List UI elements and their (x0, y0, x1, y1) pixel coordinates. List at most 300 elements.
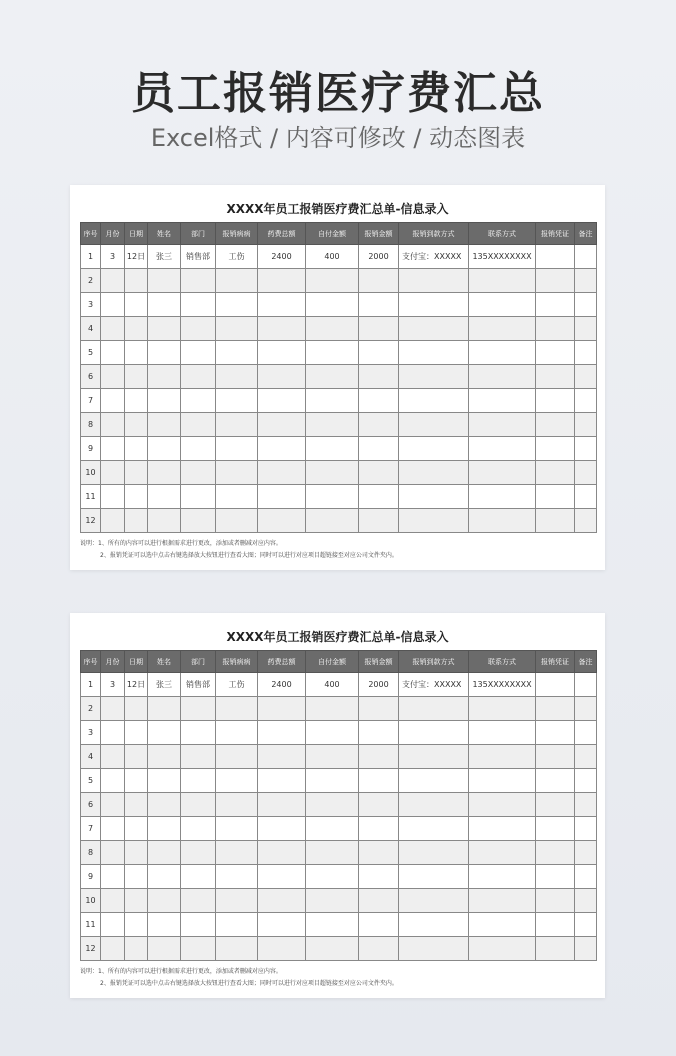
table-cell[interactable] (181, 485, 216, 509)
table-cell[interactable] (216, 389, 258, 413)
table-cell[interactable] (181, 865, 216, 889)
table-cell[interactable] (306, 913, 359, 937)
table-cell[interactable] (575, 865, 597, 889)
table-cell[interactable] (399, 745, 469, 769)
table-cell[interactable]: 3 (81, 293, 101, 317)
table-cell[interactable]: 2 (81, 269, 101, 293)
table-cell[interactable] (125, 865, 148, 889)
table-cell[interactable] (575, 437, 597, 461)
table-cell[interactable] (216, 841, 258, 865)
table-cell[interactable] (101, 697, 125, 721)
table-cell[interactable]: 2000 (359, 245, 399, 269)
table-cell[interactable] (536, 889, 575, 913)
table-cell[interactable]: 400 (306, 673, 359, 697)
table-cell[interactable] (148, 865, 181, 889)
table-cell[interactable] (148, 913, 181, 937)
table-cell[interactable] (258, 697, 306, 721)
table-cell[interactable] (536, 745, 575, 769)
table-cell[interactable]: 工伤 (216, 245, 258, 269)
table-cell[interactable]: 8 (81, 841, 101, 865)
table-cell[interactable] (148, 793, 181, 817)
table-cell[interactable] (575, 673, 597, 697)
table-cell[interactable] (359, 913, 399, 937)
table-cell[interactable] (101, 841, 125, 865)
table-cell[interactable] (148, 269, 181, 293)
table-cell[interactable] (359, 389, 399, 413)
table-cell[interactable] (399, 365, 469, 389)
table-cell[interactable] (181, 721, 216, 745)
table-cell[interactable] (359, 437, 399, 461)
table-cell[interactable]: 5 (81, 341, 101, 365)
table-cell[interactable] (469, 769, 536, 793)
table-cell[interactable] (216, 913, 258, 937)
table-cell[interactable] (216, 865, 258, 889)
table-cell[interactable] (359, 269, 399, 293)
table-cell[interactable] (125, 269, 148, 293)
table-cell[interactable]: 销售部 (181, 673, 216, 697)
table-cell[interactable] (536, 697, 575, 721)
table-cell[interactable] (306, 937, 359, 961)
table-cell[interactable] (536, 485, 575, 509)
table-cell[interactable] (181, 937, 216, 961)
table-cell[interactable] (536, 341, 575, 365)
table-cell[interactable] (148, 769, 181, 793)
table-cell[interactable] (575, 269, 597, 293)
table-cell[interactable] (536, 365, 575, 389)
table-cell[interactable] (306, 437, 359, 461)
table-cell[interactable] (469, 697, 536, 721)
table-cell[interactable]: 4 (81, 745, 101, 769)
table-cell[interactable]: 10 (81, 461, 101, 485)
table-cell[interactable] (469, 365, 536, 389)
table-cell[interactable] (536, 461, 575, 485)
table-cell[interactable]: 11 (81, 485, 101, 509)
table-cell[interactable] (469, 485, 536, 509)
table-cell[interactable] (125, 841, 148, 865)
table-cell[interactable] (359, 937, 399, 961)
table-cell[interactable] (536, 317, 575, 341)
table-cell[interactable] (399, 389, 469, 413)
table-cell[interactable]: 135XXXXXXXX (469, 245, 536, 269)
table-cell[interactable]: 9 (81, 437, 101, 461)
table-cell[interactable]: 2 (81, 697, 101, 721)
table-cell[interactable]: 12日 (125, 673, 148, 697)
table-cell[interactable] (469, 269, 536, 293)
table-cell[interactable] (258, 269, 306, 293)
table-cell[interactable] (181, 793, 216, 817)
table-cell[interactable] (148, 437, 181, 461)
table-cell[interactable] (101, 365, 125, 389)
table-cell[interactable] (148, 485, 181, 509)
table-cell[interactable] (258, 865, 306, 889)
table-cell[interactable] (101, 269, 125, 293)
table-cell[interactable] (359, 293, 399, 317)
table-cell[interactable] (359, 485, 399, 509)
table-cell[interactable]: 张三 (148, 245, 181, 269)
table-cell[interactable] (536, 865, 575, 889)
table-cell[interactable] (469, 889, 536, 913)
table-cell[interactable] (306, 793, 359, 817)
table-cell[interactable]: 3 (81, 721, 101, 745)
table-cell[interactable] (399, 865, 469, 889)
table-cell[interactable] (575, 889, 597, 913)
table-cell[interactable] (216, 437, 258, 461)
table-cell[interactable] (575, 745, 597, 769)
table-cell[interactable] (306, 697, 359, 721)
table-cell[interactable] (148, 293, 181, 317)
table-cell[interactable]: 135XXXXXXXX (469, 673, 536, 697)
table-cell[interactable] (258, 721, 306, 745)
table-cell[interactable] (148, 461, 181, 485)
table-cell[interactable] (258, 817, 306, 841)
table-cell[interactable] (258, 793, 306, 817)
table-cell[interactable] (469, 389, 536, 413)
table-cell[interactable] (216, 509, 258, 533)
table-cell[interactable] (536, 817, 575, 841)
table-cell[interactable] (575, 485, 597, 509)
table-cell[interactable] (469, 317, 536, 341)
table-cell[interactable] (148, 889, 181, 913)
table-cell[interactable] (125, 697, 148, 721)
table-cell[interactable] (148, 317, 181, 341)
table-cell[interactable] (536, 721, 575, 745)
table-cell[interactable] (469, 937, 536, 961)
table-cell[interactable] (469, 413, 536, 437)
table-cell[interactable] (575, 245, 597, 269)
table-cell[interactable] (306, 865, 359, 889)
table-cell[interactable] (575, 841, 597, 865)
table-cell[interactable] (359, 817, 399, 841)
table-cell[interactable]: 6 (81, 365, 101, 389)
table-cell[interactable] (469, 461, 536, 485)
table-cell[interactable] (306, 841, 359, 865)
table-cell[interactable] (536, 913, 575, 937)
table-cell[interactable] (181, 817, 216, 841)
table-cell[interactable] (125, 317, 148, 341)
table-cell[interactable] (575, 769, 597, 793)
table-cell[interactable] (399, 485, 469, 509)
table-cell[interactable] (216, 293, 258, 317)
table-cell[interactable] (125, 365, 148, 389)
table-cell[interactable] (181, 317, 216, 341)
table-cell[interactable] (125, 793, 148, 817)
table-cell[interactable] (575, 365, 597, 389)
table-cell[interactable] (125, 937, 148, 961)
table-cell[interactable] (306, 269, 359, 293)
table-cell[interactable] (258, 841, 306, 865)
table-cell[interactable] (258, 509, 306, 533)
table-cell[interactable] (306, 509, 359, 533)
table-cell[interactable] (359, 769, 399, 793)
table-cell[interactable] (125, 413, 148, 437)
table-cell[interactable] (101, 769, 125, 793)
table-cell[interactable] (216, 745, 258, 769)
table-cell[interactable]: 张三 (148, 673, 181, 697)
table-cell[interactable] (306, 341, 359, 365)
table-cell[interactable] (125, 485, 148, 509)
table-cell[interactable] (258, 413, 306, 437)
table-cell[interactable] (101, 889, 125, 913)
table-cell[interactable] (306, 293, 359, 317)
table-cell[interactable] (148, 697, 181, 721)
table-cell[interactable] (399, 841, 469, 865)
table-cell[interactable]: 11 (81, 913, 101, 937)
table-cell[interactable] (359, 413, 399, 437)
table-cell[interactable] (359, 721, 399, 745)
table-cell[interactable] (181, 437, 216, 461)
table-cell[interactable] (181, 269, 216, 293)
table-cell[interactable] (399, 793, 469, 817)
table-cell[interactable] (306, 769, 359, 793)
table-cell[interactable] (148, 721, 181, 745)
table-cell[interactable] (216, 317, 258, 341)
table-cell[interactable] (359, 865, 399, 889)
table-cell[interactable] (399, 413, 469, 437)
table-cell[interactable] (536, 389, 575, 413)
table-cell[interactable] (181, 697, 216, 721)
table-cell[interactable] (306, 721, 359, 745)
table-cell[interactable] (258, 769, 306, 793)
table-cell[interactable] (148, 841, 181, 865)
table-cell[interactable] (306, 485, 359, 509)
table-cell[interactable] (469, 793, 536, 817)
table-cell[interactable] (258, 461, 306, 485)
table-cell[interactable]: 6 (81, 793, 101, 817)
table-cell[interactable] (258, 745, 306, 769)
table-cell[interactable] (575, 413, 597, 437)
table-cell[interactable] (536, 793, 575, 817)
table-cell[interactable] (399, 317, 469, 341)
table-cell[interactable] (258, 365, 306, 389)
table-cell[interactable] (536, 269, 575, 293)
table-cell[interactable] (306, 745, 359, 769)
table-cell[interactable] (148, 509, 181, 533)
table-cell[interactable]: 4 (81, 317, 101, 341)
table-cell[interactable] (469, 293, 536, 317)
table-cell[interactable] (575, 913, 597, 937)
table-cell[interactable] (148, 413, 181, 437)
table-cell[interactable] (359, 745, 399, 769)
table-cell[interactable]: 3 (101, 245, 125, 269)
table-cell[interactable] (536, 293, 575, 317)
table-cell[interactable] (148, 817, 181, 841)
table-cell[interactable] (101, 745, 125, 769)
table-cell[interactable]: 7 (81, 389, 101, 413)
table-cell[interactable] (306, 461, 359, 485)
table-cell[interactable]: 7 (81, 817, 101, 841)
table-cell[interactable] (258, 437, 306, 461)
table-cell[interactable] (148, 389, 181, 413)
table-cell[interactable] (216, 889, 258, 913)
table-cell[interactable]: 9 (81, 865, 101, 889)
table-cell[interactable] (575, 389, 597, 413)
table-cell[interactable] (575, 341, 597, 365)
table-cell[interactable] (101, 937, 125, 961)
table-cell[interactable] (181, 769, 216, 793)
table-cell[interactable] (536, 437, 575, 461)
table-cell[interactable] (216, 937, 258, 961)
table-cell[interactable] (181, 913, 216, 937)
table-cell[interactable]: 400 (306, 245, 359, 269)
table-cell[interactable] (101, 721, 125, 745)
table-cell[interactable] (181, 341, 216, 365)
table-cell[interactable] (399, 889, 469, 913)
table-cell[interactable] (469, 341, 536, 365)
table-cell[interactable] (575, 317, 597, 341)
table-cell[interactable] (101, 817, 125, 841)
table-cell[interactable] (536, 509, 575, 533)
table-cell[interactable] (359, 889, 399, 913)
table-cell[interactable] (359, 793, 399, 817)
table-cell[interactable] (575, 509, 597, 533)
table-cell[interactable] (148, 341, 181, 365)
table-cell[interactable] (101, 341, 125, 365)
table-cell[interactable] (575, 697, 597, 721)
table-cell[interactable]: 12日 (125, 245, 148, 269)
table-cell[interactable] (101, 413, 125, 437)
table-cell[interactable] (306, 413, 359, 437)
table-cell[interactable] (359, 317, 399, 341)
table-cell[interactable] (258, 485, 306, 509)
table-cell[interactable] (575, 721, 597, 745)
table-cell[interactable] (125, 913, 148, 937)
table-cell[interactable] (101, 317, 125, 341)
table-cell[interactable] (306, 365, 359, 389)
table-cell[interactable] (181, 509, 216, 533)
table-cell[interactable] (216, 721, 258, 745)
table-cell[interactable]: 销售部 (181, 245, 216, 269)
table-cell[interactable] (399, 721, 469, 745)
table-cell[interactable] (359, 697, 399, 721)
table-cell[interactable] (181, 745, 216, 769)
table-cell[interactable] (575, 461, 597, 485)
table-cell[interactable] (399, 269, 469, 293)
table-cell[interactable]: 支付宝：XXXXX (399, 245, 469, 269)
table-cell[interactable] (399, 293, 469, 317)
table-cell[interactable] (258, 317, 306, 341)
table-cell[interactable]: 8 (81, 413, 101, 437)
table-cell[interactable] (125, 721, 148, 745)
table-cell[interactable] (469, 817, 536, 841)
table-cell[interactable] (469, 865, 536, 889)
table-cell[interactable] (125, 437, 148, 461)
table-cell[interactable]: 2400 (258, 673, 306, 697)
table-cell[interactable] (181, 413, 216, 437)
table-cell[interactable] (575, 817, 597, 841)
table-cell[interactable] (306, 317, 359, 341)
table-cell[interactable] (258, 293, 306, 317)
table-cell[interactable] (399, 341, 469, 365)
table-cell[interactable] (125, 341, 148, 365)
table-cell[interactable] (125, 389, 148, 413)
table-cell[interactable] (359, 341, 399, 365)
table-cell[interactable] (575, 293, 597, 317)
table-cell[interactable] (101, 509, 125, 533)
table-cell[interactable] (536, 673, 575, 697)
table-cell[interactable] (536, 413, 575, 437)
table-cell[interactable] (399, 769, 469, 793)
table-cell[interactable] (101, 389, 125, 413)
table-cell[interactable] (216, 461, 258, 485)
table-cell[interactable] (216, 697, 258, 721)
table-cell[interactable] (536, 769, 575, 793)
table-cell[interactable] (469, 509, 536, 533)
table-cell[interactable]: 10 (81, 889, 101, 913)
table-cell[interactable] (536, 937, 575, 961)
table-cell[interactable] (399, 913, 469, 937)
table-cell[interactable] (536, 245, 575, 269)
table-cell[interactable] (359, 509, 399, 533)
table-cell[interactable] (125, 817, 148, 841)
table-cell[interactable] (181, 841, 216, 865)
table-cell[interactable] (469, 437, 536, 461)
table-cell[interactable] (125, 769, 148, 793)
table-cell[interactable] (399, 461, 469, 485)
table-cell[interactable]: 5 (81, 769, 101, 793)
table-cell[interactable] (216, 341, 258, 365)
table-cell[interactable] (125, 461, 148, 485)
table-cell[interactable] (101, 865, 125, 889)
table-cell[interactable] (125, 293, 148, 317)
table-cell[interactable] (125, 889, 148, 913)
table-cell[interactable] (258, 913, 306, 937)
table-cell[interactable] (536, 841, 575, 865)
table-cell[interactable] (258, 889, 306, 913)
table-cell[interactable] (216, 365, 258, 389)
table-cell[interactable] (258, 389, 306, 413)
table-cell[interactable] (101, 461, 125, 485)
table-cell[interactable] (216, 817, 258, 841)
table-cell[interactable]: 12 (81, 509, 101, 533)
table-cell[interactable] (181, 365, 216, 389)
table-cell[interactable] (359, 365, 399, 389)
table-cell[interactable] (399, 509, 469, 533)
table-cell[interactable] (469, 745, 536, 769)
table-cell[interactable] (125, 745, 148, 769)
table-cell[interactable] (181, 461, 216, 485)
table-cell[interactable] (125, 509, 148, 533)
table-cell[interactable] (216, 269, 258, 293)
table-cell[interactable] (399, 697, 469, 721)
table-cell[interactable] (359, 841, 399, 865)
table-cell[interactable] (148, 937, 181, 961)
table-cell[interactable] (399, 437, 469, 461)
table-cell[interactable] (399, 937, 469, 961)
table-cell[interactable] (148, 365, 181, 389)
table-cell[interactable] (181, 389, 216, 413)
table-cell[interactable] (306, 817, 359, 841)
table-cell[interactable] (181, 889, 216, 913)
table-cell[interactable] (469, 913, 536, 937)
table-cell[interactable] (216, 769, 258, 793)
table-cell[interactable] (101, 437, 125, 461)
table-cell[interactable]: 12 (81, 937, 101, 961)
table-cell[interactable] (575, 793, 597, 817)
table-cell[interactable]: 支付宝：XXXXX (399, 673, 469, 697)
table-cell[interactable] (399, 817, 469, 841)
table-cell[interactable]: 1 (81, 245, 101, 269)
table-cell[interactable]: 工伤 (216, 673, 258, 697)
table-cell[interactable]: 2000 (359, 673, 399, 697)
table-cell[interactable]: 2400 (258, 245, 306, 269)
table-cell[interactable] (216, 485, 258, 509)
table-cell[interactable] (216, 793, 258, 817)
table-cell[interactable] (101, 793, 125, 817)
table-cell[interactable] (258, 937, 306, 961)
table-cell[interactable] (306, 889, 359, 913)
table-cell[interactable] (101, 485, 125, 509)
table-cell[interactable] (359, 461, 399, 485)
